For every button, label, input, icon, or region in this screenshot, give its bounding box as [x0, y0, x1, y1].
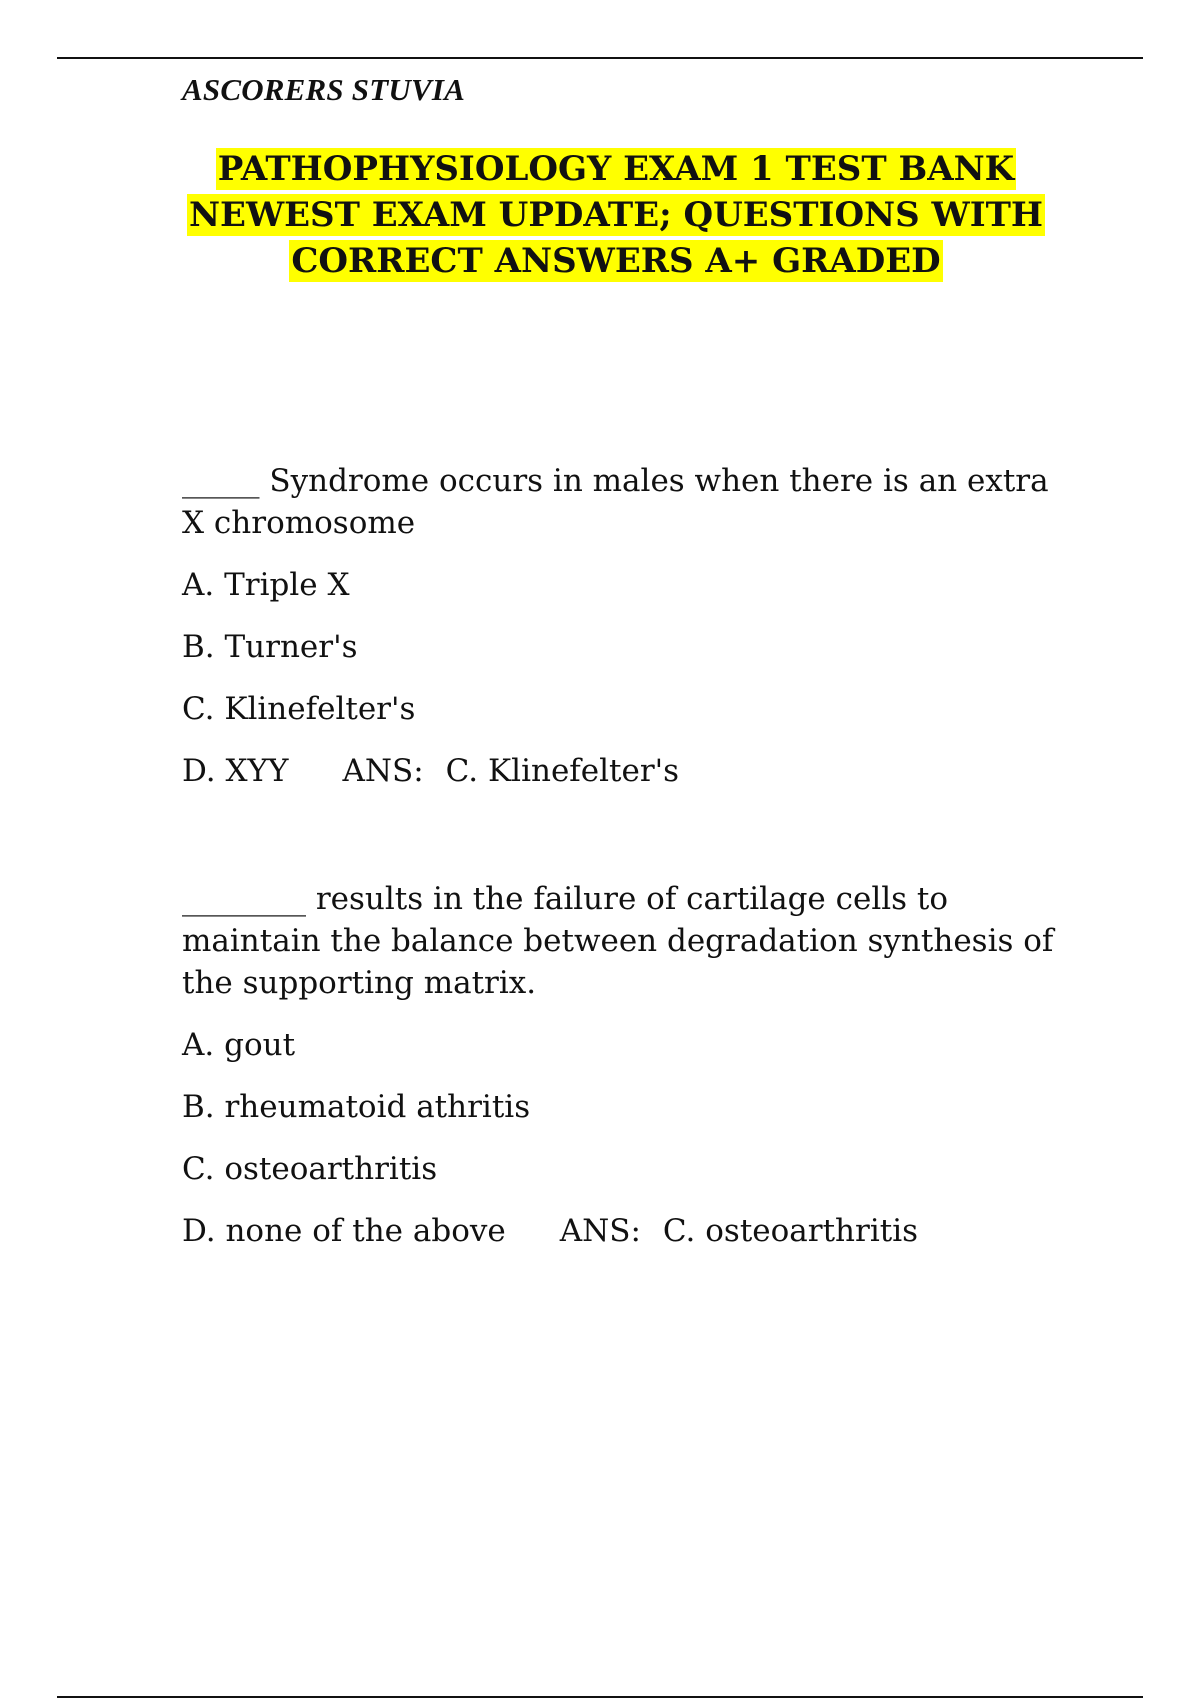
question-1-answer-value: C. Klinefelter's: [445, 753, 680, 789]
question-2-option-a: A. gout: [182, 1027, 296, 1063]
question-1-option-c: C. Klinefelter's: [182, 691, 416, 727]
question-1-option-d-row: [182, 750, 1062, 812]
question-2-answer-value: C. osteoarthritis: [662, 1213, 919, 1249]
question-1-stem: _____ Syndrome occurs in males when there is an extra X chromosome: [182, 463, 1049, 541]
question-2-answer-label: ANS:: [559, 1213, 641, 1249]
question-1: [182, 460, 1062, 812]
question-1-answer-label: ANS:: [342, 753, 424, 789]
question-2-option-d: D. none of the above: [182, 1213, 506, 1249]
header-brand: ASCORERS STUVIA: [182, 72, 465, 107]
question-2: [182, 878, 1062, 1272]
question-1-option-b: B. Turner's: [182, 629, 358, 665]
bottom-rule: [57, 1696, 1143, 1698]
question-1-option-d: D. XYY: [182, 753, 289, 789]
question-2-option-d-row: [182, 1210, 1062, 1272]
title-line-3: [160, 238, 1072, 284]
title-line-2: [160, 192, 1072, 238]
document-title: [160, 146, 1072, 284]
title-line-1: [160, 146, 1072, 192]
question-2-option-b: B. rheumatoid athritis: [182, 1089, 531, 1125]
title-line-3-text: CORRECT ANSWERS A+ GRADED: [291, 241, 941, 281]
question-2-stem: ________ results in the failure of cartilage cells to maintain the balance between degradation synthesis of the supporting matrix.: [182, 881, 1054, 1001]
title-line-1-text: PATHOPHYSIOLOGY EXAM 1 TEST BANK: [217, 149, 1015, 189]
title-line-2-text: NEWEST EXAM UPDATE; QUESTIONS WITH: [188, 195, 1044, 235]
question-1-option-a: A. Triple X: [182, 567, 350, 603]
question-2-option-c: C. osteoarthritis: [182, 1151, 438, 1187]
top-rule: [57, 57, 1143, 59]
